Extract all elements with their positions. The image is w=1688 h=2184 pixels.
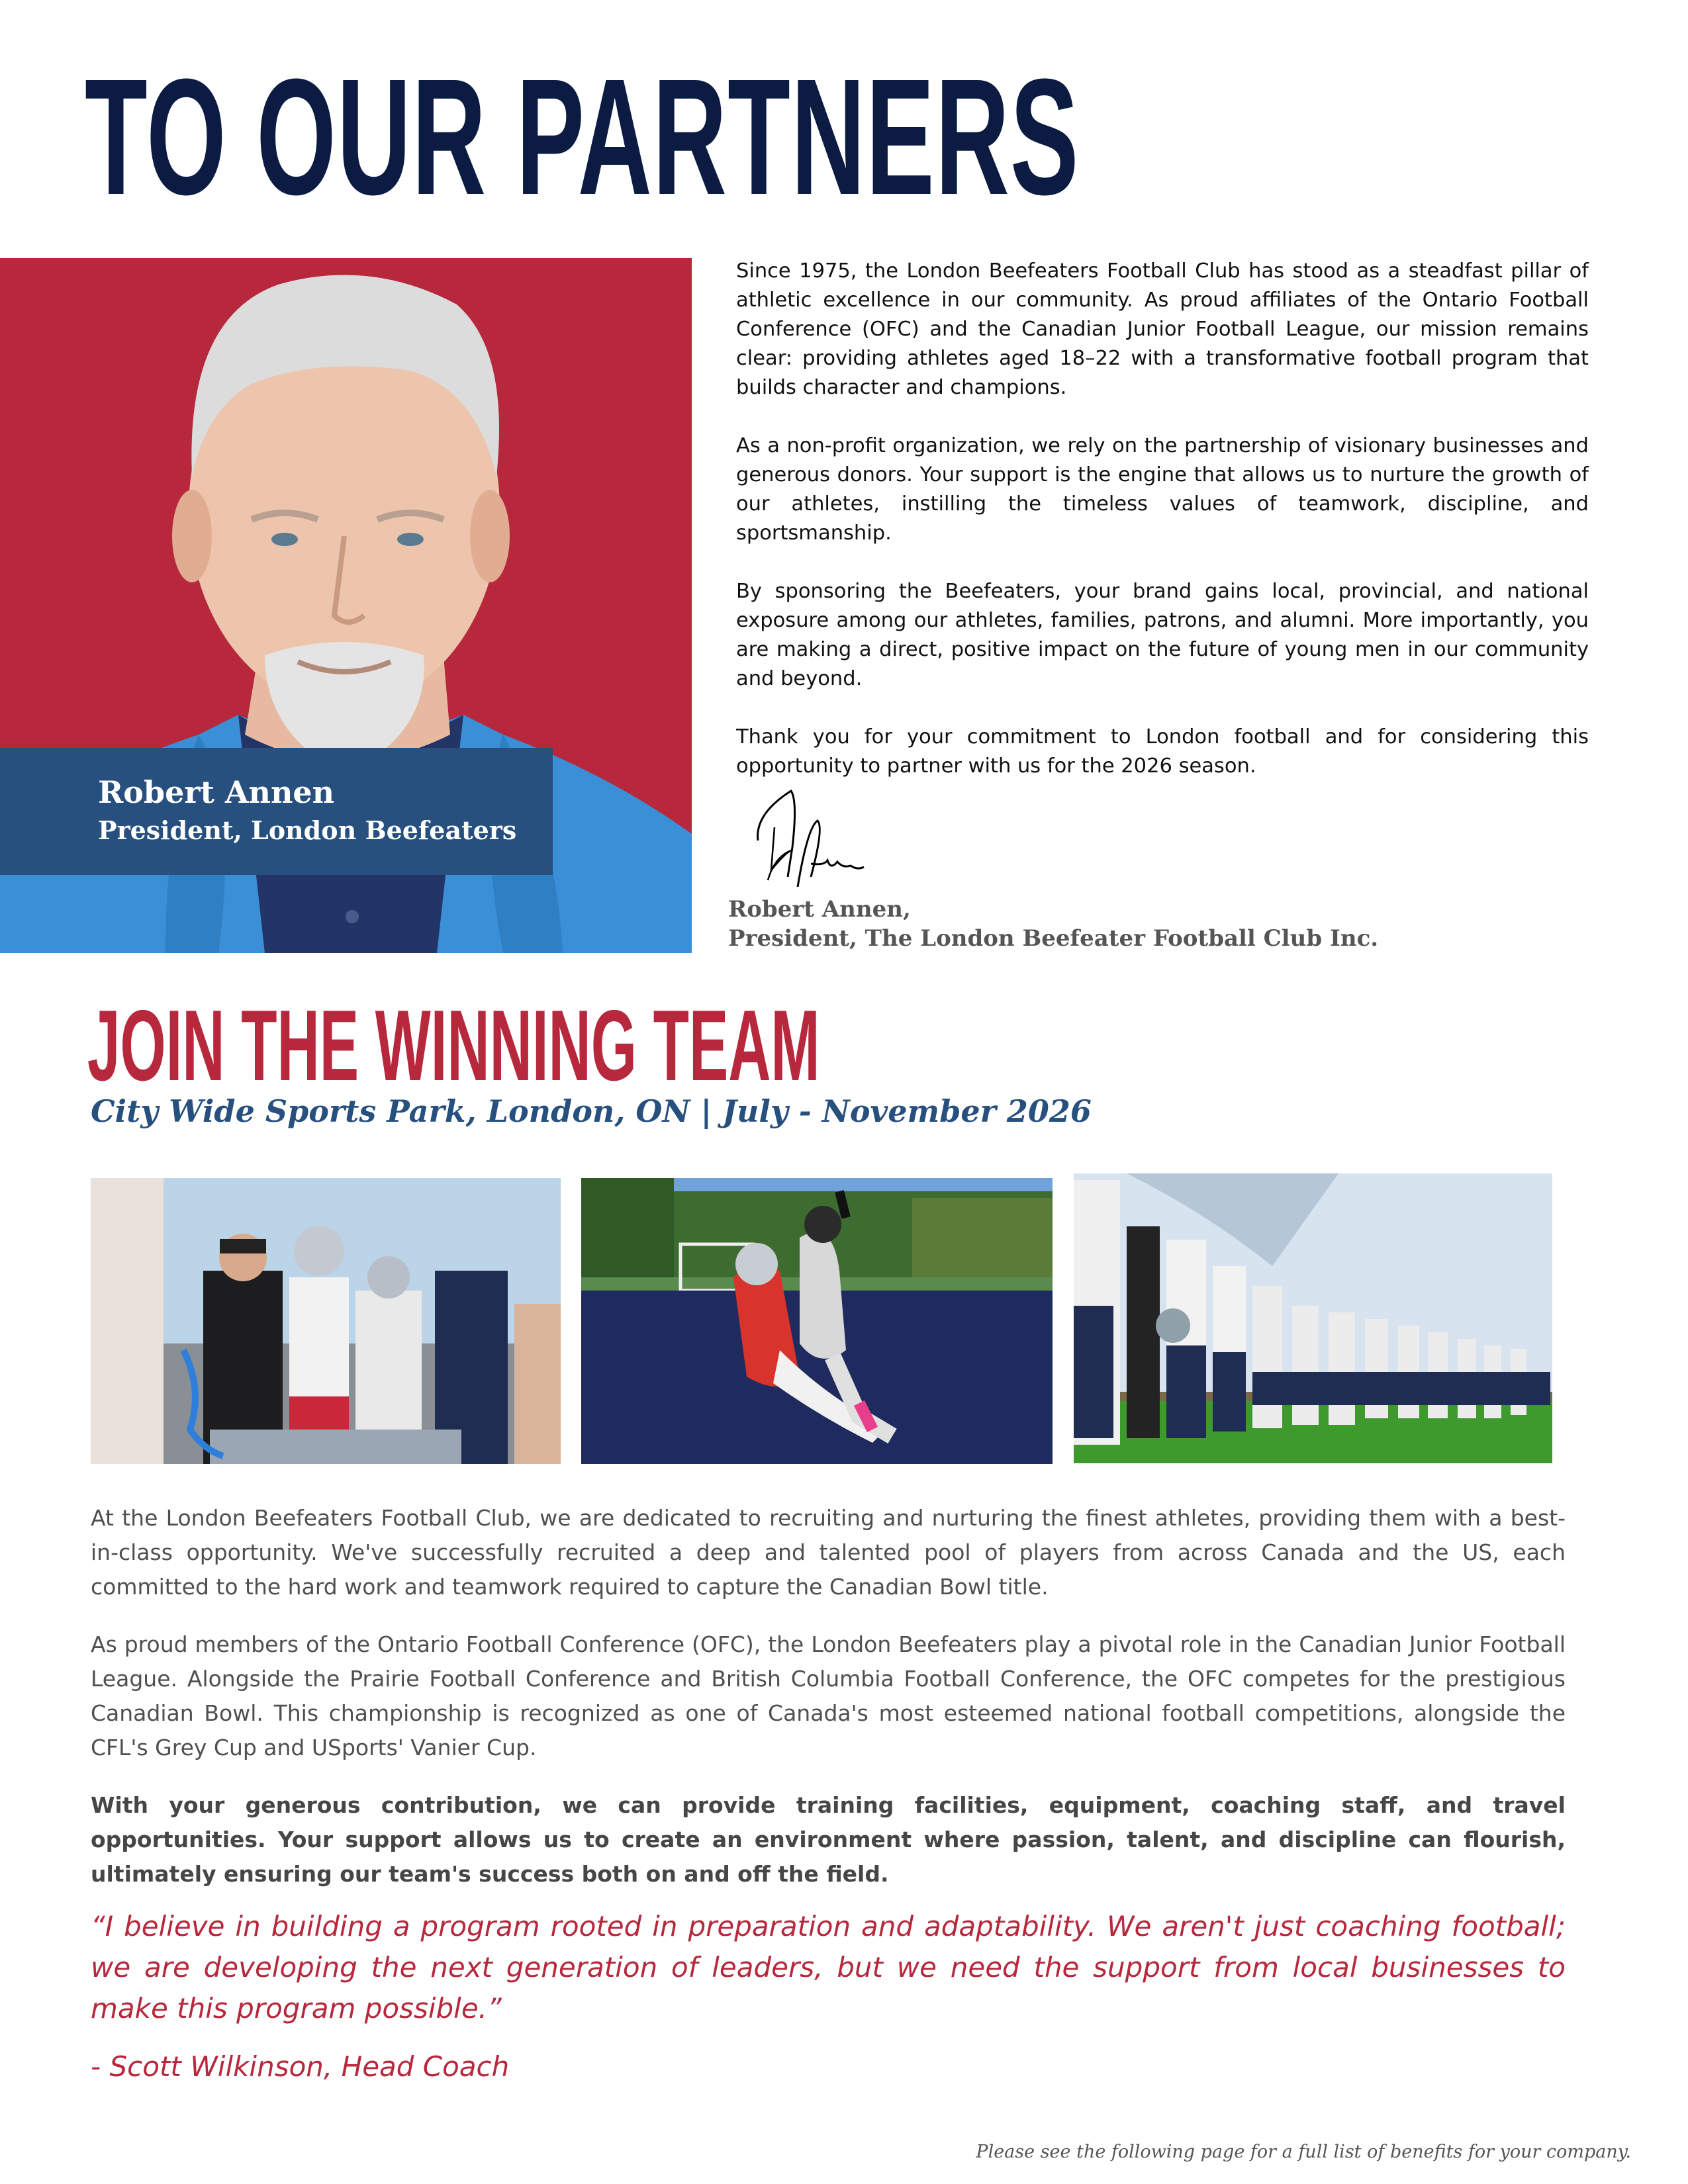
join-body	[91, 1501, 1566, 1915]
coach-quote: “I believe in building a program rooted in preparation and adaptability. We aren't just coaching football; we are developing the next generation of leaders, but we need the support from local businesses to make this program possible.”	[91, 1910, 1566, 2025]
quote-attribution: - Scott Wilkinson, Head Coach	[91, 2050, 510, 2083]
letter-paragraph: Thank you for your commitment to London football and for considering this opportunity to partner with us for the 2026 season.	[736, 725, 1589, 778]
team-photo-lineup	[1074, 1173, 1552, 1463]
signoff-title: President, The London Beefeater Football Club Inc.	[728, 925, 1379, 952]
page-title: TO OUR PARTNERS	[85, 44, 1080, 229]
signoff	[728, 895, 1378, 953]
signature-icon	[745, 788, 917, 887]
section-title: JOIN THE WINNING TEAM	[87, 989, 820, 1102]
body-paragraph: At the London Beefeaters Football Club, we are dedicated to recruiting and nurturing the finest athletes, providing them with a best-in-class opportunity. We've successfully recruited a deep and talented pool of players from across Canada and the US, each committed to the hard work and teamwork required to capture the Canadian Bowl title.	[91, 1505, 1566, 1600]
event-location-dates: City Wide Sports Park, London, ON | July - November 2026	[91, 1093, 1092, 1129]
letter-paragraph: As a non-profit organization, we rely on the partnership of visionary businesses and generous donors. Your support is the engine that allows us to nurture the growth of our athletes, instilling the timeless values of teamwork, discipline, and sportsmanship.	[736, 434, 1589, 545]
team-photo-sideline	[91, 1178, 561, 1464]
portrait-caption-name: Robert Annen	[98, 774, 335, 810]
portrait-caption-title: President, London Beefeaters	[98, 815, 517, 845]
footer-note: Please see the following page for a full list of benefits for your company.	[976, 2142, 1631, 2162]
body-paragraph: As proud members of the Ontario Football Conference (OFC), the London Beefeaters play a pivotal role in the Canadian Junior Football League. Alongside the Prairie Football Conference and British Columbia Football Conference, the OFC competes for the prestigious Canadian Bowl. This championship is recognized as one of Canada's most esteemed national football competitions, alongside the CFL's Grey Cup and USports' Vanier Cup.	[91, 1631, 1566, 1760]
partner-letter	[736, 257, 1589, 810]
body-paragraph-emphasis: With your generous contribution, we can provide training facilities, equipment, coaching staff, and travel opportunities. Your support allows us to create an environment where passion, talent, and discipline can flourish, ultimately ensuring our team's success both on and off the field.	[91, 1792, 1566, 1887]
letter-paragraph: Since 1975, the London Beefeaters Football Club has stood as a steadfast pillar of athletic excellence in our community. As proud affiliates of the Ontario Football Conference (OFC) and the Canadian Junior Football League, our mission remains clear: providing athletes aged 18–22 with a transformative football program that builds character and champions.	[736, 259, 1589, 399]
team-photo-catch	[581, 1178, 1053, 1464]
signoff-name: Robert Annen,	[728, 896, 911, 923]
letter-paragraph: By sponsoring the Beefeaters, your brand gains local, provincial, and national exposure among our athletes, families, patrons, and alumni. More importantly, you are making a direct, positive impact on the future of young men in our community and beyond.	[736, 580, 1589, 690]
portrait-caption-box	[0, 748, 553, 875]
